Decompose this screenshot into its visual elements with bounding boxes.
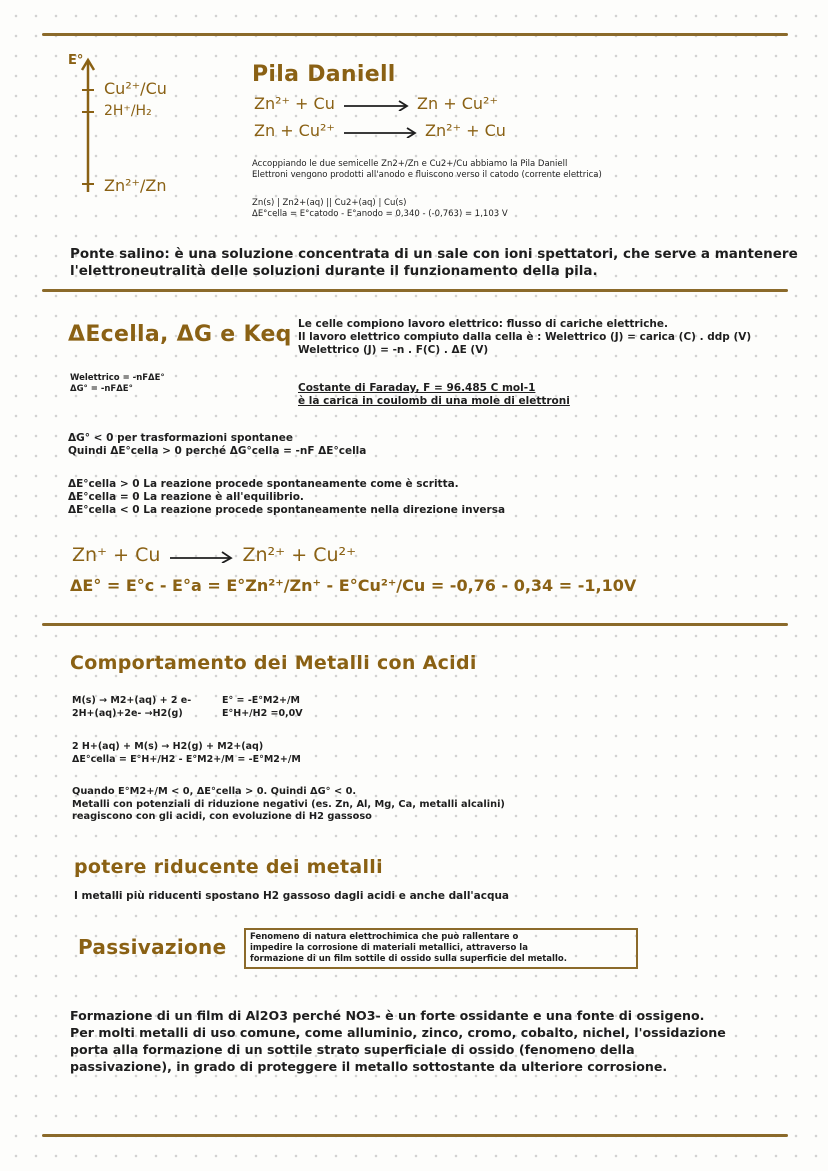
faraday-line: Costante di Faraday, F = 96.485 C mol-1 — [298, 382, 536, 394]
metal-reactions — [72, 694, 191, 720]
bottom-divider — [42, 1134, 788, 1137]
reaction-arrow-icon — [340, 126, 420, 138]
potential-hydrogen: E°H+/H2 =0,0V — [222, 708, 303, 719]
reaction1-left: Zn²⁺ + Cu — [254, 94, 335, 113]
paragraph-line-2: Per molti metalli di uso comune, come alluminio, zinco, cromo, cobalto, nichel, l'ossidazione — [70, 1025, 726, 1040]
paragraph-line-3: porta alla formazione di un sottile strato superficiale di ossido (fenomeno della — [70, 1042, 635, 1057]
lavoro-line-2: Il lavoro elettrico compiuto dalla cella è : Welettrico (J) = carica (C) . ddp (V) — [298, 331, 752, 343]
work-formulas — [70, 373, 165, 395]
conclusion-line-1: Quando E°M2+/M < 0, ΔE°cella > 0. Quindi ΔG° < 0. — [72, 786, 357, 797]
ponte-line-1: Ponte salino: è una soluzione concentrata di un sale con ioni spettatori, che serve a mantenere — [70, 246, 798, 262]
ponte-line-2: l'elettroneutralità delle soluzioni durante il funzionamento della pila. — [70, 263, 598, 279]
faraday-def-line: è la carica in coulomb di una mole di elettroni — [298, 395, 570, 407]
overall-reaction-line: 2 H+(aq) + M(s) → H2(g) + M2+(aq) — [72, 741, 264, 752]
box-line-1: Fenomeno di natura elettrochimica che può rallentare o — [250, 932, 519, 942]
daniell-reaction-1 — [254, 94, 498, 113]
spont-line-2: Quindi ΔE°cella > 0 perché ΔG°cella = -nF ΔE°cella — [68, 445, 367, 457]
wel-formula: Welettrico = -nFΔE° — [70, 373, 165, 383]
cell-emf: ΔE°cella = E°catodo - E°anodo = 0,340 - (-0,763) = 1,103 V — [252, 209, 508, 219]
potere-text: I metalli più riducenti spostano H2 gassoso dagli acidi e anche dall'acqua — [74, 890, 510, 902]
lavoro-elettrico — [298, 318, 751, 357]
overall-emf-line: ΔE°cella = E°H+/H2 - E°M2+/M = -E°M2+/M — [72, 754, 301, 765]
potential-axis-arrow — [66, 52, 96, 202]
spont-line-1: ΔG° < 0 per trasformazioni spontanee — [68, 432, 293, 444]
hw-reaction-right: Zn²⁺ + Cu²⁺ — [242, 544, 357, 566]
cond-line-2: ΔE°cella = 0 La reazione è all'equilibrio. — [68, 491, 304, 503]
hw-reaction — [72, 544, 356, 566]
scale-cu: Cu²⁺/Cu — [104, 79, 167, 98]
reaction2-left: Zn + Cu²⁺ — [254, 121, 335, 140]
overall-reaction — [72, 740, 301, 766]
scale-h: 2H⁺/H₂ — [104, 103, 152, 119]
top-divider — [42, 33, 788, 36]
box-line-2: impedire la corrosione di materiali metallici, attraverso la — [250, 943, 528, 953]
conclusion-line-2: Metalli con potenziali di riduzione negativi (es. Zn, Al, Mg, Ca, metalli alcalini) — [72, 798, 505, 810]
potential-metal: E° = -E°M2+/M — [222, 695, 300, 706]
reaction2-right: Zn²⁺ + Cu — [425, 121, 506, 140]
scale-zn: Zn²⁺/Zn — [104, 176, 167, 195]
passivazione-definition-box — [244, 928, 638, 969]
daniell-desc-1: Accoppiando le due semicelle Zn2+/Zn e Cu2+/Cu abbiamo la Pila Daniell — [252, 159, 568, 169]
divider-2 — [42, 623, 788, 626]
spontaneity — [68, 432, 366, 458]
passivazione-paragraph — [70, 1007, 726, 1075]
box-line-3: formazione di un film sottile di ossido sulla superficie del metallo. — [250, 954, 567, 964]
lavoro-line-1: Le celle compiono lavoro elettrico: flusso di cariche elettriche. — [298, 318, 669, 330]
e-label: E° — [68, 53, 84, 68]
ecella-title: ΔEcella, ΔG e Keq — [68, 322, 292, 347]
reaction-metal-oxidation: M(s) → M2+(aq) + 2 e- — [72, 695, 192, 706]
metalli-title: Comportamento dei Metalli con Acidi — [70, 652, 477, 674]
conclusion-line-3: reagiscono con gli acidi, con evoluzione di H2 gassoso — [72, 811, 372, 822]
reaction-hydrogen: 2H+(aq)+2e- →H2(g) — [72, 708, 183, 719]
ponte-salino-text — [70, 246, 798, 280]
potere-title: potere riducente dei metalli — [74, 856, 383, 878]
daniell-cell — [252, 198, 508, 220]
conditions — [68, 478, 505, 517]
divider-1 — [42, 289, 788, 292]
faraday-constant — [298, 382, 570, 408]
cell-notation: Zn(s) | Zn2+(aq) || Cu2+(aq) | Cu(s) — [252, 198, 407, 208]
cond-line-3: ΔE°cella < 0 La reazione procede spontaneamente nella direzione inversa — [68, 504, 506, 516]
reaction-arrow-icon — [166, 549, 236, 563]
paragraph-line-4: passivazione), in grado di proteggere il metallo sottostante da ulteriore corrosione. — [70, 1059, 668, 1074]
metal-potentials — [222, 694, 303, 720]
daniell-desc-2: Elettroni vengono prodotti all'anodo e fluiscono verso il catodo (corrente elettrica) — [252, 170, 602, 180]
metalli-conclusion — [72, 786, 505, 824]
cond-line-1: ΔE°cella > 0 La reazione procede spontaneamente come è scritta. — [68, 478, 459, 490]
hw-equation: ΔE° = E°c - E°a = E°Zn²⁺/Zn⁺ - E°Cu²⁺/Cu = -0,76 - 0,34 = -1,10V — [70, 576, 637, 595]
daniell-reaction-2 — [254, 121, 506, 140]
reaction1-right: Zn + Cu²⁺ — [417, 94, 498, 113]
reaction-arrow-icon — [340, 99, 412, 111]
daniell-title: Pila Daniell — [252, 62, 396, 87]
lavoro-line-3: Welettrico (J) = -n . F(C) . ΔE (V) — [298, 344, 489, 356]
hw-reaction-left: Zn⁺ + Cu — [72, 544, 161, 566]
passivazione-title: Passivazione — [78, 935, 227, 959]
daniell-description — [252, 159, 602, 181]
paragraph-line-1: Formazione di un film di Al2O3 perché NO3- è un forte ossidante e una fonte di ossigeno. — [70, 1008, 705, 1023]
dg-formula: ΔG° = -nFΔE° — [70, 384, 133, 394]
